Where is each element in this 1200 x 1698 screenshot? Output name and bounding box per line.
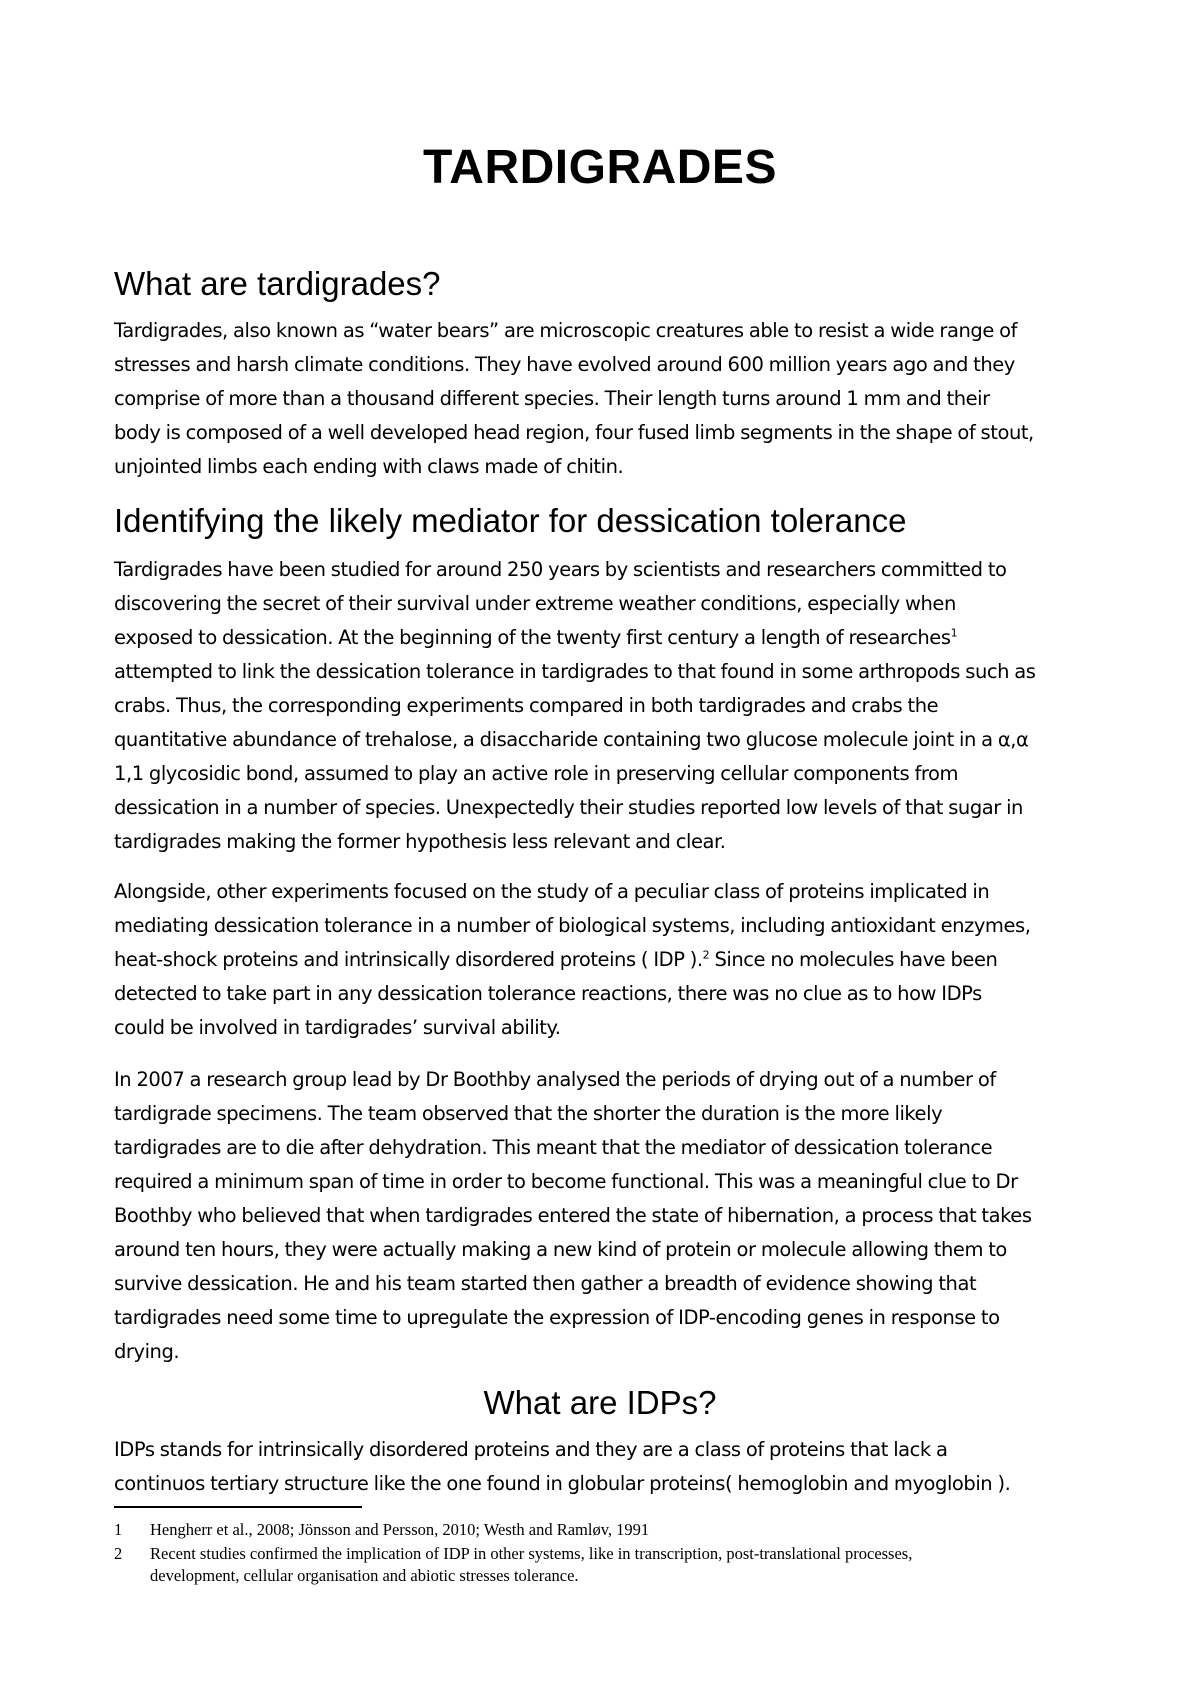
text-line: dessication in a number of species. Unexpectedly their studies reported low levels of that sugar in	[114, 796, 1023, 819]
text-line: body is composed of a well developed head region, four fused limb segments in the shape of stout,	[114, 421, 1034, 444]
text-line: Boothby who believed that when tardigrades entered the state of hibernation, a process that takes	[114, 1204, 1032, 1227]
footnote-number: 2	[114, 1544, 123, 1563]
footnote-separator	[114, 1506, 362, 1508]
text-line: required a minimum span of time in order to become functional. This was a meaningful clue to Dr	[114, 1170, 1018, 1193]
footnote-1	[114, 1519, 649, 1541]
text-segment: exposed to dessication. At the beginning of the twenty first century a length of researches	[114, 626, 951, 649]
heading-what-are-tardigrades: What are tardigrades?	[114, 265, 441, 302]
text-line: drying.	[114, 1340, 180, 1363]
text-segment: heat-shock proteins and intrinsically disordered proteins ( IDP ).	[114, 948, 703, 971]
text-segment: Since no molecules have been	[709, 948, 998, 971]
paragraph-boothby-study	[114, 1063, 1094, 1369]
text-line: continuos tertiary structure like the one found in globular proteins( hemoglobin and myoglobin ).	[114, 1472, 1011, 1495]
text-line: Tardigrades have been studied for around 250 years by scientists and researchers committed to	[114, 558, 1007, 581]
text-line: discovering the secret of their survival under extreme weather conditions, especially when	[114, 592, 956, 615]
footnote-number: 1	[114, 1520, 123, 1539]
text-line: tardigrades need some time to upregulate the expression of IDP-encoding genes in response to	[114, 1306, 1000, 1329]
paragraph-research-history	[114, 553, 1094, 859]
text-line: tardigrade specimens. The team observed that the shorter the duration is the more likely	[114, 1102, 943, 1125]
paragraph-idps-definition	[114, 1433, 1094, 1501]
footnote-2	[114, 1543, 912, 1587]
paragraph-protein-experiments	[114, 875, 1094, 1045]
text-line: attempted to link the dessication tolerance in tardigrades to that found in some arthropods such as	[114, 660, 1036, 683]
text-line	[114, 621, 1094, 655]
footnote-ref-2[interactable]: 2	[702, 948, 710, 962]
text-line: unjointed limbs each ending with claws made of chitin.	[114, 455, 624, 478]
heading-what-are-idps: What are IDPs?	[483, 1384, 717, 1421]
text-line: mediating dessication tolerance in a number of biological systems, including antioxidant enzymes,	[114, 914, 1031, 937]
text-line: comprise of more than a thousand different species. Their length turns around 1 mm and their	[114, 387, 990, 410]
footnote-ref-1[interactable]: 1	[950, 626, 958, 640]
text-line: tardigrades making the former hypothesis less relevant and clear.	[114, 830, 726, 853]
footnote-text: Recent studies confirmed the implication of IDP in other systems, like in transcription, post-translational processes,	[150, 1544, 913, 1563]
text-line: Alongside, other experiments focused on the study of a peculiar class of proteins implicated in	[114, 880, 990, 903]
text-line: could be involved in tardigrades’ survival ability.	[114, 1016, 561, 1039]
text-line: 1,1 glycosidic bond, assumed to play an active role in preserving cellular components from	[114, 762, 959, 785]
heading-identifying-mediator: Identifying the likely mediator for dessication tolerance	[114, 502, 907, 539]
text-line: Tardigrades, also known as “water bears” are microscopic creatures able to resist a wide range of	[114, 319, 1018, 342]
text-line	[114, 943, 1094, 977]
text-line: crabs. Thus, the corresponding experiments compared in both tardigrades and crabs the	[114, 694, 939, 717]
text-line: IDPs stands for intrinsically disordered proteins and they are a class of proteins that lack a	[114, 1438, 948, 1461]
paragraph-what-are-tardigrades	[114, 314, 1094, 484]
text-line: around ten hours, they were actually making a new kind of protein or molecule allowing them to	[114, 1238, 1007, 1261]
document-title: TARDIGRADES	[423, 141, 777, 194]
text-line: In 2007 a research group lead by Dr Boothby analysed the periods of drying out of a number of	[114, 1068, 996, 1091]
text-line: detected to take part in any dessication tolerance reactions, there was no clue as to how IDPs	[114, 982, 982, 1005]
text-line: quantitative abundance of trehalose, a disaccharide containing two glucose molecule joint in a α,α	[114, 728, 1029, 751]
text-line: stresses and harsh climate conditions. They have evolved around 600 million years ago and they	[114, 353, 1015, 376]
text-line: survive dessication. He and his team started then gather a breadth of evidence showing that	[114, 1272, 977, 1295]
footnote-text: development, cellular organisation and abiotic stresses tolerance.	[150, 1566, 579, 1585]
text-line: tardigrades are to die after dehydration. This meant that the mediator of dessication tolerance	[114, 1136, 993, 1159]
footnote-text: Hengherr et al., 2008; Jönsson and Persson, 2010; Westh and Ramløv, 1991	[150, 1520, 650, 1539]
